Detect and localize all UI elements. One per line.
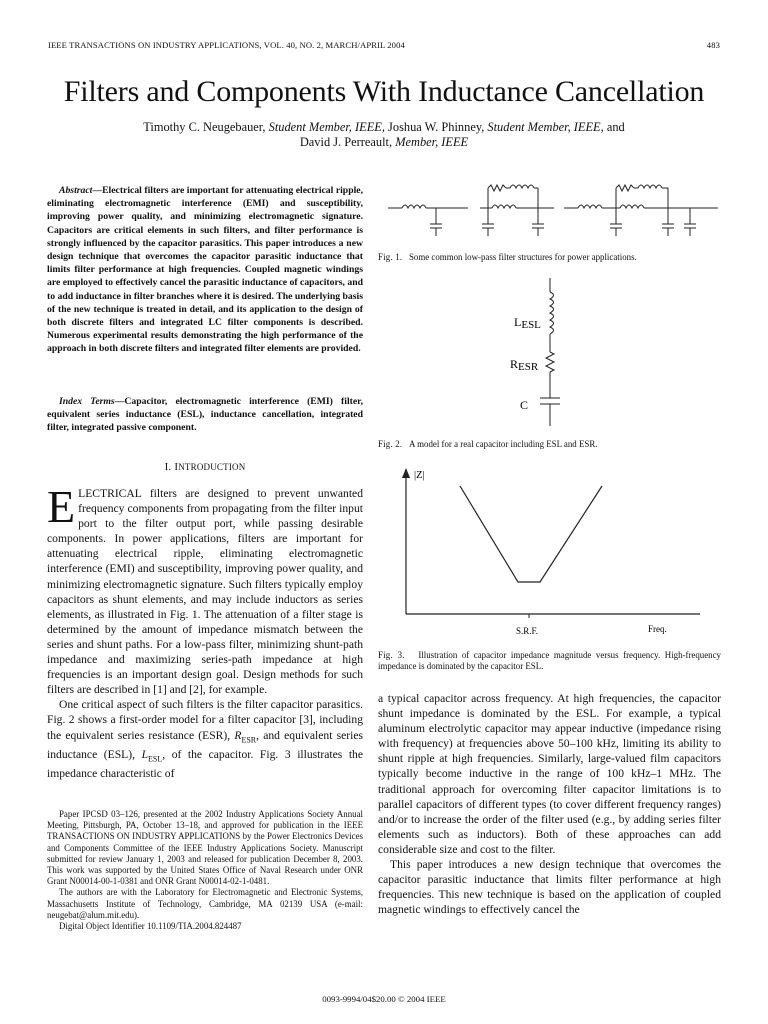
figure-1-label: Fig. 1. (378, 252, 403, 262)
figure-3-label: Fig. 3. (378, 650, 405, 660)
lesl-subscript: ESL (148, 754, 163, 764)
figure-3-caption (378, 650, 721, 672)
right-paragraph-1: a typical capacitor across frequency. At high frequencies, the capacitor shunt impedance is dominated by the ESL. For example, a typical aluminum electrolytic capacitor may appear inductive (impedance rising with frequency) at frequencies above 50–100 kHz, limiting its ability to shunt ripple at high frequencies. Similarly, large-valued film capacitors typically become inductive in the range of 100 kHz–1 MHz. The traditional approach for overcoming filter capacitor limitations is to parallel capacitors of different types (to cover different frequency ranges) and/or to increase the order of the filter used (e.g., by adding series filter elements such as inductors). Both of these approaches can add considerable size and cost to the filter. (378, 692, 721, 856)
section-heading-introduction (47, 461, 363, 473)
section-title-initial: I (174, 461, 179, 473)
author-list (60, 120, 708, 150)
author-name: David J. Perreault, (299, 135, 393, 149)
footnote (47, 809, 363, 932)
figure-1-caption (378, 252, 721, 263)
running-head (48, 40, 720, 50)
lesl-symbol (141, 747, 163, 764)
footnote-paragraph-2: The authors are with the Laboratory for Electromagnetic and Electronic Systems, Massachusetts Institute of Technology, Cambridge, MA 02139 USA (e-mail: neugebat@alum.mit.edu). (47, 887, 363, 920)
intro-paragraph-1-text: LECTRICAL filters are designed to prevent unwanted frequency components from propagating from the filter input port to the filter output port, while passing desirable components. In power applications, filters are important for attenuating electrical ripple, eliminating electromagnetic interference (EMI) and susceptibility, improving power quality, and minimizing electromagnetic signature. Such filters typically employ capacitors as shunt elements, and may include inductors as series elements, as illustrated in Fig. 1. The attenuation of a filter stage is determined by the amount of impedance mismatch between the series and shunt paths. For a low-pass filter, minimizing shunt-path impedance and maximizing series-path impedance at high frequencies is an important design goal. Design methods for such filters are described in [1] and [2], for example. (47, 487, 363, 697)
author-membership: Member, IEEE (395, 135, 469, 149)
copyright-footer: 0093-9994/04$20.00 © 2004 IEEE (322, 994, 446, 1004)
figure-3-caption-text: Illustration of capacitor impedance magnitude versus frequency. High-frequency impedance is dominated by the capacitor ESL. (378, 650, 721, 671)
intro-paragraph-1 (47, 481, 363, 697)
damped-lc-filter-circuit (480, 185, 554, 236)
figure-2-caption-text: A model for a real capacitor including ESL and ESR. (409, 439, 598, 449)
figure-3-impedance-plot (390, 466, 710, 642)
drop-cap: E (47, 481, 76, 532)
resr-subscript: ESR (241, 734, 257, 744)
lesl-main: L (141, 747, 149, 761)
index-terms-text: —Capacitor, electromagnetic interference (EMI) filter, equivalent series inductance (ESL), inductance cancellation, integrated filter, integrated passive component. (47, 396, 363, 434)
footnote-paragraph-1: Paper IPCSD 03–126, presented at the 2002 Industry Applications Society Annual Meeting, Pittsburgh, PA, October 13–18, and approved for publication in the IEEE TRANSACTIONS ON INDUSTRY APPLICATIONS by the Power Electronics Devices and Components Committee of the IEEE Industry Applications Society. Manuscript submitted for review January 1, 2003 and released for publication December 8, 2003. This work was supported by the United States Office of Naval Research under ONR Grant N00014-00-1-0381 and ONR Grant N00014-02-1-0481. (47, 809, 363, 887)
impedance-curve (460, 486, 602, 582)
lc-filter-circuit (388, 205, 468, 236)
right-column-body (378, 691, 721, 917)
figure-2-capacitor-model (500, 278, 590, 428)
esl-inductor-symbol (550, 292, 554, 334)
index-terms (47, 395, 363, 435)
resr-symbol (234, 729, 256, 742)
two-stage-filter-circuit (564, 185, 718, 236)
intro-paragraph-2 (47, 697, 363, 781)
figure-2-caption (378, 439, 721, 450)
abstract-text: —Electrical filters are important for attenuating electrical ripple, eliminating electromagnetic interference (EMI) and susceptibility, improving power quality, and minimizing electromagnetic signature. Capacitors are critical elements in such filters, and filter performance is strongly influenced by the capacitor parasitics. This paper introduces a new design technique that overcomes the capacitor parasitic inductance that limits filter performance at high frequencies. Coupled magnetic windings are employed to effectively cancel the parasitic inductance of capacitors, and to add inductance in filter branches where it is desired. The underlying basis of the new technique is treated in detail, and its application to the design of both discrete filters and integrated LC filter components is described. Numerous experimental results demonstrating the high performance of the approach in both discrete filters and integrated filter elements are provided. (47, 185, 363, 355)
author-conjunction: and (606, 120, 625, 134)
y-axis-label: |Z| (414, 470, 425, 481)
abstract (47, 184, 363, 356)
intro-p2-text-c: , of the capacitor. Fig. 3 illustrates the impedance characteristic of (47, 747, 363, 781)
author-membership: Student Member, IEEE, (487, 120, 604, 134)
figure-1-circuit-diagrams (388, 176, 720, 240)
srf-tick-label: S.R.F. (516, 626, 539, 636)
index-terms-label: Index Terms (59, 396, 115, 407)
y-axis-arrow-icon (402, 468, 410, 478)
intro-p2-text-b: , and equivalent series inductance (ESL), (47, 728, 363, 761)
l-esl-label: LESL (514, 315, 541, 331)
section-numeral: I. (164, 461, 172, 473)
author-name: Timothy C. Neugebauer, (143, 120, 266, 134)
esr-resistor-symbol (546, 352, 554, 372)
author-membership: Student Member, IEEE, (268, 120, 385, 134)
c-label: C (520, 398, 529, 412)
author-name: Joshua W. Phinney, (388, 120, 485, 134)
r-esr-label: RESR (510, 357, 539, 373)
paper-title: Filters and Components With Inductance Cancellation (63, 75, 705, 108)
journal-citation: IEEE TRANSACTIONS ON INDUSTRY APPLICATIONS, VOL. 40, NO. 2, MARCH/APRIL 2004 (48, 40, 405, 50)
x-axis-label: Freq. (648, 624, 667, 634)
resr-main: R (234, 728, 242, 742)
introduction-body (47, 481, 363, 781)
section-title-smallcaps: NTRODUCTION (178, 462, 246, 472)
figure-2-label: Fig. 2. (378, 439, 403, 449)
abstract-label: Abstract (59, 185, 93, 196)
footnote-paragraph-3: Digital Object Identifier 10.1109/TIA.2004.824487 (59, 921, 242, 932)
right-paragraph-2: This paper introduces a new design technique that overcomes the capacitor parasitic inductance that limits filter performance at high frequencies. This new technique is based on the application of coupled magnetic windings to effectively cancel the (378, 858, 721, 917)
figure-1-caption-text: Some common low-pass filter structures for power applications. (409, 252, 637, 262)
page-number: 483 (706, 40, 720, 50)
intro-p2-text-a: One critical aspect of such filters is the filter capacitor parasitics. Fig. 2 shows a first-order model for a filter capacitor [3], including the equivalent series resistance (ESR), (47, 698, 363, 742)
